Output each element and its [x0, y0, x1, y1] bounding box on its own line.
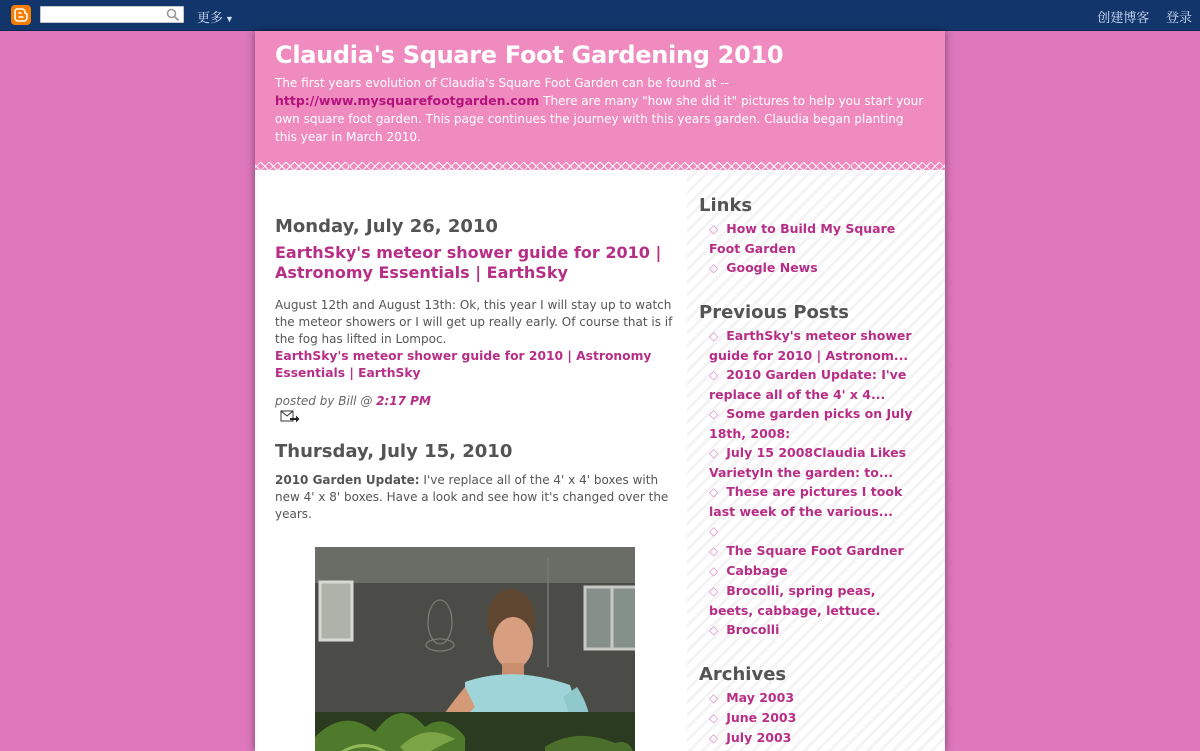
sidebar: [699, 195, 914, 748]
post-footer: [275, 394, 675, 408]
list-item-link[interactable]: Cabbage: [726, 563, 788, 578]
previous-posts-heading: Previous Posts: [699, 302, 849, 323]
post-body: [275, 472, 675, 523]
diamond-bullet-icon: ◇: [709, 691, 719, 705]
email-post-icon[interactable]: [280, 410, 300, 424]
navbar-actions: [1084, 7, 1192, 26]
list-item-link[interactable]: May 2003: [726, 690, 795, 705]
list-item[interactable]: [699, 482, 914, 521]
list-item[interactable]: [699, 326, 914, 365]
garden-site-link[interactable]: http://www.mysquarefootgarden.com: [275, 93, 540, 108]
list-item-link[interactable]: Google News: [726, 260, 818, 275]
previous-posts-list: [699, 326, 914, 640]
archives-heading: Archives: [699, 664, 787, 685]
diamond-bullet-icon: ◇: [709, 368, 719, 382]
list-item-link[interactable]: July 2003: [726, 730, 792, 745]
post-body: [275, 297, 675, 382]
description-text: The first years evolution of Claudia's Square Foot Garden can be found at --: [275, 76, 729, 90]
post: [275, 216, 675, 424]
garden-photo-image: [315, 547, 635, 751]
diamond-bullet-icon: ◇: [709, 584, 719, 598]
list-item[interactable]: [699, 219, 914, 258]
list-item-link[interactable]: 2010 Garden Update: I've replace all of the 4' x 4...: [709, 367, 907, 402]
diamond-bullet-icon: ◇: [709, 222, 719, 236]
posted-by: posted by Bill @: [275, 394, 377, 408]
list-item-link[interactable]: These are pictures I took last week of the various...: [709, 484, 903, 519]
diamond-bullet-icon: ◇: [709, 407, 719, 421]
more-menu[interactable]: [197, 7, 234, 26]
diamond-bullet-icon: ◇: [709, 564, 719, 578]
header-border: [255, 162, 945, 170]
more-label[interactable]: 更多: [197, 10, 224, 25]
post-title[interactable]: EarthSky's meteor shower guide for 2010 | Astronomy Essentials | EarthSky: [275, 243, 662, 282]
links-heading: Links: [699, 195, 753, 216]
archives-section: [699, 664, 914, 748]
list-item-link[interactable]: EarthSky's meteor shower guide for 2010 | Astronom...: [709, 328, 912, 363]
list-item[interactable]: [699, 561, 914, 581]
post-link[interactable]: EarthSky's meteor shower guide for 2010 | Astronomy Essentials | EarthSky: [275, 349, 652, 380]
archives-list: [699, 688, 914, 748]
create-blog-link[interactable]: 创建博客: [1097, 10, 1150, 25]
post-text: I've replace all of the 4' x 4' boxes with new 4' x 8' boxes. Have a look and see how it's changed over the years.: [275, 473, 669, 521]
diamond-bullet-icon: ◇: [709, 485, 719, 499]
list-item-link[interactable]: The Square Foot Gardner: [726, 543, 904, 558]
post-body-lead: 2010 Garden Update:: [275, 473, 420, 487]
blog-description: [275, 74, 925, 146]
diamond-bullet-icon: ◇: [709, 261, 719, 275]
search-icon[interactable]: [166, 8, 180, 22]
post-timestamp-link[interactable]: 2:17 PM: [376, 394, 431, 408]
links-list: [699, 219, 914, 278]
blog-title[interactable]: Claudia's Square Foot Gardening 2010: [275, 41, 784, 69]
list-item[interactable]: [699, 728, 914, 748]
list-item[interactable]: [699, 688, 914, 708]
links-section: [699, 195, 914, 278]
main-column: [275, 216, 675, 751]
post-text: August 12th and August 13th: Ok, this year I will stay up to watch the meteor showers or I will get up really early. Of course that is if the fog has lifted in Lompoc.: [275, 298, 673, 346]
list-item[interactable]: [699, 404, 914, 443]
date-header: Thursday, July 15, 2010: [275, 441, 513, 462]
list-item[interactable]: [699, 541, 914, 561]
blogger-logo-icon[interactable]: [11, 5, 31, 25]
description-text-continued: There are many "how she did it" pictures to help you start your own square foot garden. This page continues the journey with this years garden. Claudia began planting this year in March 2010.: [275, 94, 924, 144]
post: [275, 441, 675, 751]
list-item[interactable]: [699, 365, 914, 404]
list-item-link[interactable]: Brocolli, spring peas, beets, cabbage, lettuce.: [709, 583, 881, 618]
diamond-bullet-icon: ◇: [709, 711, 719, 725]
search-input[interactable]: [40, 6, 184, 23]
chevron-down-icon: ▼: [225, 14, 234, 24]
date-header: Monday, July 26, 2010: [275, 216, 498, 237]
blog-container: [255, 31, 945, 751]
diamond-bullet-icon: ◇: [709, 544, 719, 558]
diamond-bullet-icon: ◇: [709, 524, 719, 538]
list-item-link[interactable]: Brocolli: [726, 622, 780, 637]
list-item-link[interactable]: July 15 2008Claudia Likes VarietyIn the garden: to...: [709, 445, 907, 480]
blog-header: [255, 31, 945, 166]
list-item[interactable]: [699, 620, 914, 640]
blogger-navbar: [0, 0, 1200, 31]
list-item-link[interactable]: June 2003: [726, 710, 797, 725]
previous-posts-section: [699, 302, 914, 640]
list-item[interactable]: [699, 443, 914, 482]
diamond-bullet-icon: ◇: [709, 329, 719, 343]
diamond-bullet-icon: ◇: [709, 446, 719, 460]
list-item-link[interactable]: Some garden picks on July 18th, 2008:: [709, 406, 913, 441]
list-item-link[interactable]: How to Build My Square Foot Garden: [709, 221, 896, 256]
list-item[interactable]: [699, 581, 914, 620]
garden-photo[interactable]: [315, 547, 635, 751]
diamond-bullet-icon: ◇: [709, 731, 719, 745]
list-item[interactable]: [699, 258, 914, 278]
list-item[interactable]: [699, 708, 914, 728]
list-item[interactable]: [699, 521, 914, 541]
sign-in-link[interactable]: 登录: [1165, 10, 1192, 25]
diamond-bullet-icon: ◇: [709, 623, 719, 637]
